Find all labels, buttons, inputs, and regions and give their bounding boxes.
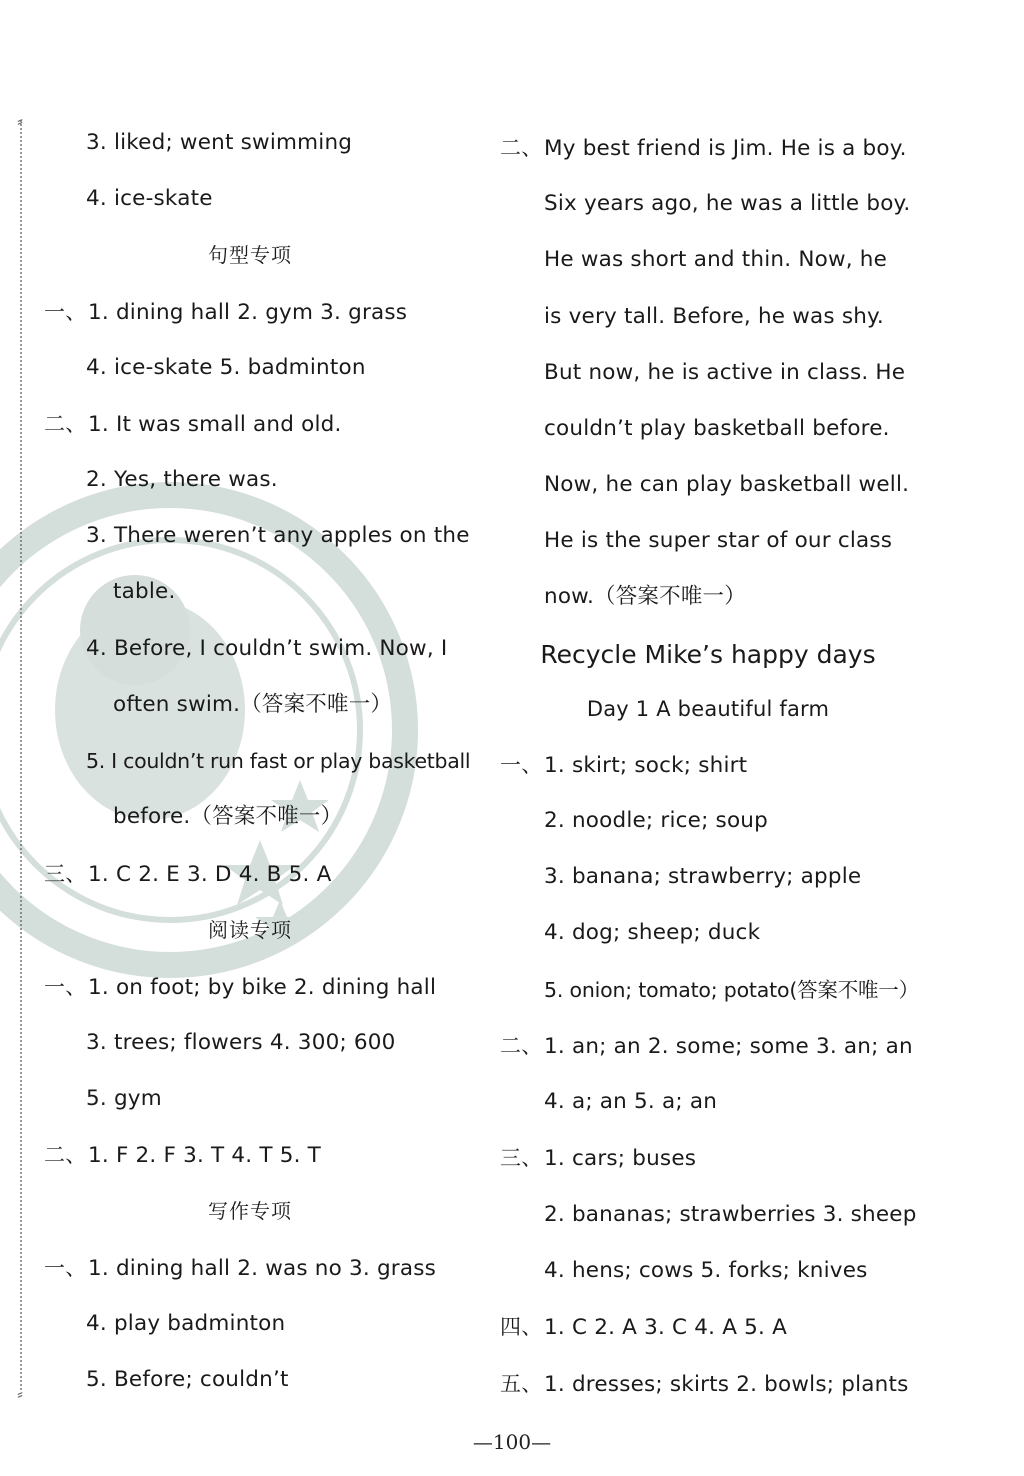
answer-line: 4. ice-skate 5. badminton [86,355,366,380]
binding-mark-top-icon: ⸗ [17,111,23,130]
answer-line [500,1312,787,1343]
binding-mark-bottom-icon: ⸗ [17,1384,23,1403]
answer-line: is very tall. Before, he was shy. [544,304,884,329]
question-number: 五、 [500,1372,543,1396]
answer-line [500,750,747,781]
answer-text: 1. dining hall 2. gym 3. grass [88,300,408,325]
answer-line: before.（答案不唯一） [113,804,343,829]
answer-line: He was short and thin. Now, he [544,247,888,272]
answer-line: couldn’t play basketball before. [544,416,890,441]
question-number: 二、 [500,1034,543,1058]
section-heading: 阅读专项 [208,918,292,942]
answer-line: 3. banana; strawberry; apple [544,864,862,889]
answer-line [44,972,436,1003]
section-heading: Day 1 A beautiful farm [586,697,830,721]
answer-line: 4. hens; cows 5. forks; knives [544,1258,868,1283]
answer-line: 4. a; an 5. a; an [544,1089,718,1114]
question-number: 三、 [44,862,87,886]
answer-line: 2. bananas; strawberries 3. sheep [544,1202,917,1227]
answer-text: 1. dresses; skirts 2. bowls; plants [544,1372,909,1397]
unit-title: Recycle Mike’s happy days [540,640,876,669]
question-number: 二、 [44,1143,87,1167]
section-heading: 写作专项 [208,1199,292,1223]
question-number: 一、 [44,300,87,324]
answer-line: 3. liked; went swimming [86,130,353,155]
answer-line: 5. onion; tomato; potato(答案不唯一） [544,978,919,1002]
answer-line: 4. play badminton [86,1311,286,1336]
answer-line [44,1140,321,1171]
answer-line: 2. Yes, there was. [86,467,278,492]
answer-line: often swim.（答案不唯一） [113,692,393,717]
question-number: 三、 [500,1146,543,1170]
answer-text: 1. cars; buses [544,1146,697,1171]
question-number: 一、 [500,753,543,777]
answer-line [500,1369,908,1400]
answer-line [44,1253,436,1284]
answer-line: now.（答案不唯一） [544,584,746,609]
answer-text: 1. C 2. A 3. C 4. A 5. A [544,1315,788,1340]
answer-line [44,297,407,328]
question-number: 四、 [500,1315,543,1339]
question-number: 一、 [44,975,87,999]
question-number: 二、 [44,412,87,436]
answer-line: 4. Before, I couldn’t swim. Now, I [86,636,448,661]
watermark-seal-icon [0,480,460,980]
question-number: 二、 [500,136,543,160]
answer-line [44,859,331,890]
answer-line: 4. ice-skate [86,186,213,211]
answer-line: 2. noodle; rice; soup [544,808,768,833]
answer-line: Now, he can play basketball well. [544,472,910,497]
answer-text: 1. on foot; by bike 2. dining hall [88,975,437,1000]
page-number: —100— [472,1430,552,1454]
answer-line: table. [113,579,176,604]
answer-line [500,133,907,164]
answer-text: 1. F 2. F 3. T 4. T 5. T [88,1143,322,1168]
answer-line [500,1031,913,1062]
answer-text: 1. skirt; sock; shirt [544,753,748,778]
answer-line [44,409,342,440]
question-number: 一、 [44,1256,87,1280]
answer-line: 3. There weren’t any apples on the [86,523,470,548]
section-heading: 句型专项 [208,243,292,267]
answer-text: 1. It was small and old. [88,412,342,437]
answer-line: But now, he is active in class. He [544,360,906,385]
answer-text: My best friend is Jim. He is a boy. [544,136,907,161]
answer-text: 1. C 2. E 3. D 4. B 5. A [88,862,332,887]
answer-line: 3. trees; flowers 4. 300; 600 [86,1030,396,1055]
answer-text: 1. dining hall 2. was no 3. grass [88,1256,437,1281]
answer-line: 5. Before; couldn’t [86,1367,289,1392]
answer-line [500,1143,696,1174]
answer-line: 5. gym [86,1086,162,1111]
answer-line: 5. I couldn’t run fast or play basketball [86,749,471,773]
answer-line: 4. dog; sheep; duck [544,920,761,945]
answer-text: 1. an; an 2. some; some 3. an; an [544,1034,913,1059]
answer-line: He is the super star of our class [544,528,893,553]
answer-line: Six years ago, he was a little boy. [544,191,911,216]
